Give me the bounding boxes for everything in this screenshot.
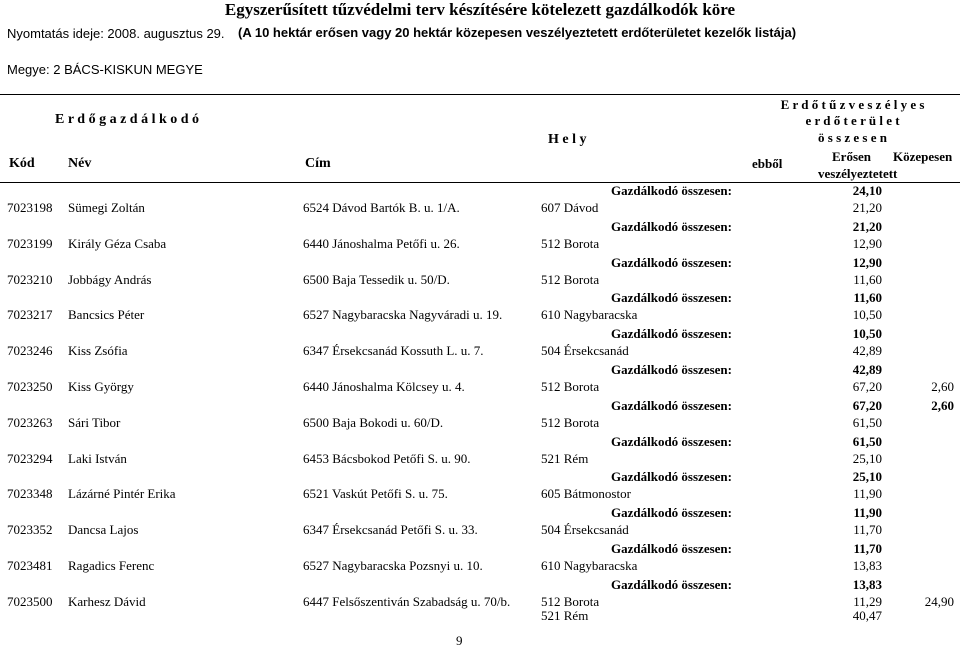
total-erosen: 21,20 bbox=[852, 218, 882, 234]
entry-nev: Jobbágy András bbox=[68, 271, 152, 287]
total-label: Gazdálkodó összesen: bbox=[611, 254, 732, 270]
entry-kod: 7023500 bbox=[7, 593, 53, 609]
header-terulet-2: e r d ő t e r ü l e t bbox=[805, 113, 900, 128]
total-erosen: 61,50 bbox=[852, 433, 882, 449]
entry-kod: 7023294 bbox=[7, 450, 53, 466]
entry-hely: 605 Bátmonostor bbox=[541, 486, 631, 502]
entry-hely: 504 Érsekcsanád bbox=[541, 522, 629, 538]
total-label: Gazdálkodó összesen: bbox=[611, 326, 732, 342]
entry-hely: 607 Dávod bbox=[541, 200, 599, 215]
entry-kod: 7023198 bbox=[7, 200, 53, 215]
header-terulet-1: E r d ő t ű z v e s z é l y e s bbox=[780, 97, 925, 112]
document-title: Egyszerűsített tűzvédelmi terv készítésére kötelezett gazdálkodók köre bbox=[224, 0, 736, 19]
entry-hely: 610 Nagybaracska bbox=[541, 307, 638, 323]
entry-nev: Kiss Zsófia bbox=[68, 343, 128, 359]
entry-erosen: 12,90 bbox=[852, 235, 882, 251]
header-top-rule bbox=[0, 94, 960, 95]
entry-erosen: 11,70 bbox=[853, 522, 882, 538]
entry-nev: Kiss György bbox=[68, 379, 134, 394]
entry-erosen: 13,83 bbox=[852, 558, 882, 573]
entry-erosen: 25,10 bbox=[852, 450, 882, 466]
entry-hely: 521 Rém bbox=[541, 450, 589, 466]
header-kod: Kód bbox=[9, 156, 35, 171]
entry-erosen: 42,89 bbox=[852, 343, 882, 359]
entry-hely: 504 Érsekcsanád bbox=[541, 343, 629, 359]
total-label: Gazdálkodó összesen: bbox=[611, 469, 732, 485]
page-number: 9 bbox=[456, 633, 463, 648]
entry-cim: 6521 Vaskút Petőfi S. u. 75. bbox=[303, 486, 448, 502]
header-cim: Cím bbox=[305, 156, 331, 171]
entry-nev: Laki István bbox=[68, 450, 127, 466]
entry-cim: 6347 Érsekcsanád Petőfi S. u. 33. bbox=[303, 522, 478, 538]
entry-cim: 6447 Felsőszentiván Szabadság u. 70/b. bbox=[303, 593, 511, 609]
total-label: Gazdálkodó összesen: bbox=[611, 218, 732, 234]
entry-hely: 512 Borota bbox=[541, 235, 600, 251]
entry-hely: 512 Borota bbox=[541, 271, 600, 287]
entry-nev: Bancsics Péter bbox=[68, 307, 145, 323]
total-erosen: 42,89 bbox=[852, 362, 882, 377]
total-kozepesen: 2,60 bbox=[931, 397, 954, 413]
entry-cim: 6453 Bácsbokod Petőfi S. u. 90. bbox=[303, 450, 471, 466]
total-label: Gazdálkodó összesen: bbox=[611, 576, 732, 592]
total-label: Gazdálkodó összesen: bbox=[611, 362, 732, 377]
total-erosen: 11,90 bbox=[853, 505, 882, 521]
entry-nev: Karhesz Dávid bbox=[68, 593, 146, 609]
extra-row-erosen: 40,47 bbox=[852, 608, 882, 623]
total-erosen: 12,90 bbox=[852, 254, 882, 270]
entry-kod: 7023250 bbox=[7, 379, 53, 394]
entry-erosen: 67,20 bbox=[852, 379, 882, 394]
entry-kod: 7023352 bbox=[7, 522, 53, 538]
header-gazdalkodo: E r d ő g a z d á l k o d ó bbox=[55, 112, 200, 127]
entry-kod: 7023217 bbox=[7, 307, 53, 323]
print-date: Nyomtatás ideje: 2008. augusztus 29. bbox=[7, 26, 225, 41]
header-terulet-3: ö s s z e s e n bbox=[818, 130, 887, 145]
entry-kod: 7023348 bbox=[7, 486, 53, 502]
total-label: Gazdálkodó összesen: bbox=[611, 505, 732, 521]
header-nev: Név bbox=[68, 156, 92, 171]
document-subtitle: (A 10 hektár erősen vagy 20 hektár közepesen veszélyeztetett erdőterületet kezelők listája) bbox=[238, 25, 797, 40]
entry-cim: 6527 Nagybaracska Nagyváradi u. 19. bbox=[303, 307, 503, 323]
entry-hely: 610 Nagybaracska bbox=[541, 558, 638, 573]
entry-hely: 512 Borota bbox=[541, 414, 600, 430]
entry-cim: 6500 Baja Tessedik u. 50/D. bbox=[303, 271, 450, 287]
entry-kod: 7023481 bbox=[7, 558, 53, 573]
entry-nev: Lázárné Pintér Erika bbox=[68, 486, 176, 502]
entry-cim: 6347 Érsekcsanád Kossuth L. u. 7. bbox=[303, 343, 484, 359]
total-label: Gazdálkodó összesen: bbox=[611, 541, 732, 556]
entry-erosen: 61,50 bbox=[852, 414, 882, 430]
total-erosen: 24,10 bbox=[852, 183, 882, 198]
total-label: Gazdálkodó összesen: bbox=[611, 183, 732, 198]
total-erosen: 13,83 bbox=[852, 576, 882, 592]
entry-kozepesen: 24,90 bbox=[924, 593, 954, 609]
total-erosen: 11,60 bbox=[853, 290, 882, 306]
entry-erosen: 11,29 bbox=[853, 593, 882, 609]
entry-kod: 7023210 bbox=[7, 271, 53, 287]
total-erosen: 11,70 bbox=[853, 541, 882, 556]
header-kozepesen: Közepesen bbox=[893, 149, 953, 164]
entry-erosen: 11,60 bbox=[853, 271, 882, 287]
extra-row-hely: 521 Rém bbox=[541, 608, 589, 623]
entry-nev: Sümegi Zoltán bbox=[68, 200, 145, 215]
entry-nev: Dancsa Lajos bbox=[68, 522, 139, 538]
entry-kod: 7023246 bbox=[7, 343, 53, 359]
total-label: Gazdálkodó összesen: bbox=[611, 290, 732, 306]
entry-hely: 512 Borota bbox=[541, 593, 600, 609]
entry-kozepesen: 2,60 bbox=[931, 379, 954, 394]
entry-erosen: 10,50 bbox=[852, 307, 882, 323]
entry-kod: 7023263 bbox=[7, 414, 53, 430]
total-label: Gazdálkodó összesen: bbox=[611, 433, 732, 449]
header-erosen: Erősen bbox=[832, 149, 871, 164]
total-erosen: 67,20 bbox=[852, 397, 882, 413]
total-label: Gazdálkodó összesen: bbox=[611, 397, 732, 413]
header-veszelyeztetett: veszélyeztetett bbox=[818, 166, 898, 181]
header-hely: H e l y bbox=[548, 132, 587, 147]
total-erosen: 10,50 bbox=[852, 326, 882, 342]
entry-cim: 6500 Baja Bokodi u. 60/D. bbox=[303, 414, 444, 430]
entry-erosen: 21,20 bbox=[852, 200, 882, 215]
entry-nev: Sári Tibor bbox=[68, 414, 121, 430]
total-erosen: 25,10 bbox=[852, 469, 882, 485]
entry-nev: Ragadics Ferenc bbox=[68, 558, 155, 573]
entry-kod: 7023199 bbox=[7, 235, 53, 251]
entry-cim: 6440 Jánoshalma Kölcsey u. 4. bbox=[303, 379, 465, 394]
entry-cim: 6527 Nagybaracska Pozsnyi u. 10. bbox=[303, 558, 483, 573]
entry-hely: 512 Borota bbox=[541, 379, 600, 394]
entry-cim: 6524 Dávod Bartók B. u. 1/A. bbox=[303, 200, 460, 215]
entry-nev: Király Géza Csaba bbox=[68, 235, 167, 251]
entry-cim: 6440 Jánoshalma Petőfi u. 26. bbox=[303, 235, 460, 251]
entry-erosen: 11,90 bbox=[853, 486, 882, 502]
county-label: Megye: 2 BÁCS-KISKUN MEGYE bbox=[7, 62, 203, 77]
header-ebbol: ebből bbox=[752, 156, 783, 171]
